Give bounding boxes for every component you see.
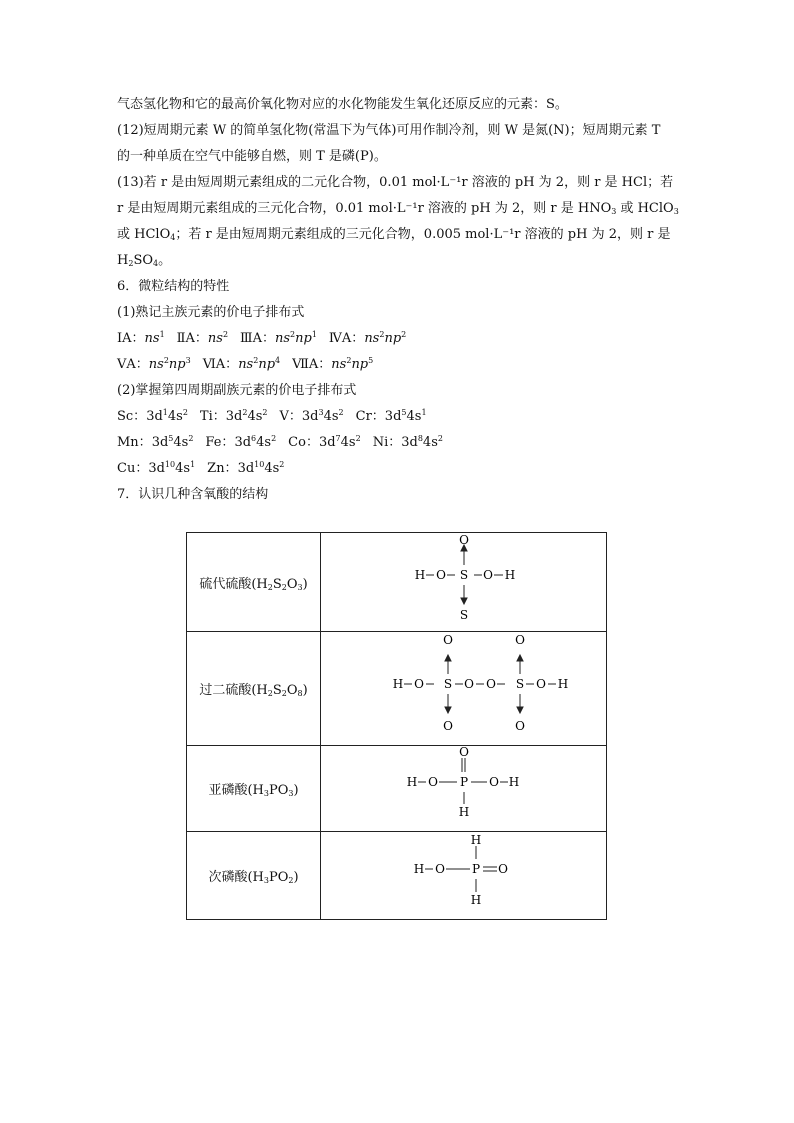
formula-part: (H (247, 870, 264, 885)
orbital: 3d (301, 409, 319, 424)
orbital: 3d (237, 461, 255, 476)
formula-subscript: 3 (288, 789, 294, 798)
atom-label: O (443, 633, 453, 647)
text-run: ；若 r 是由短周期元素组成的三元化合物，0.005 mol·L⁻¹r 溶液的 pH 为 2，则 r 是 (175, 227, 671, 242)
acid-name-text: 次磷酸 (208, 870, 248, 885)
formula-part: ) (293, 870, 299, 885)
formula-subscript: 2 (281, 689, 287, 698)
orbital: 3d (225, 409, 243, 424)
subscript: 2 (128, 259, 134, 268)
orbital: 3d (151, 435, 169, 450)
atom-label: S (459, 608, 469, 622)
electron-count: 2 (188, 434, 194, 443)
atom-label: H (392, 677, 404, 691)
table-row (187, 746, 607, 832)
config-label: Ti： (199, 409, 226, 424)
electron-count: 8 (417, 434, 423, 443)
electron-count: 2 (279, 460, 285, 469)
electron-count: 1 (159, 330, 165, 339)
orbital: 3d (384, 409, 402, 424)
formula-part: O (286, 576, 298, 592)
config-label: Cu： (117, 461, 149, 476)
config-label: ⅢA： (240, 331, 275, 346)
formula-subscript: 2 (267, 689, 273, 698)
paragraph-line (117, 222, 677, 248)
orbital: ns (238, 357, 254, 372)
atom-label: H (557, 677, 569, 691)
electron-config-entry (117, 461, 195, 476)
electron-count: 1 (421, 408, 427, 417)
orbital: ns (331, 357, 347, 372)
atom-label: H (470, 893, 482, 907)
formula-subscript: 8 (297, 689, 303, 698)
section-heading-6: 6．微粒结构的特性 (117, 279, 230, 294)
acid-name (187, 632, 321, 746)
config-label: Ni： (372, 435, 402, 450)
electron-count: 10 (254, 460, 265, 469)
formula-part: PO (268, 870, 289, 885)
orbital: ns (364, 331, 380, 346)
paragraph-line: 的一种单质在空气中能够自燃，则 T 是磷(P)。 (117, 149, 387, 164)
electron-count: 2 (355, 434, 361, 443)
orbital: 4s (256, 435, 272, 450)
orbital: 4s (264, 461, 280, 476)
oxyacid-table (186, 532, 607, 920)
config-label: ⅥA： (202, 357, 239, 372)
electron-count: 2 (242, 408, 248, 417)
formula-part: (H (251, 683, 268, 698)
formula-subscript: 2 (288, 876, 294, 885)
atom-label: H (470, 833, 482, 847)
atom-label: O (459, 746, 469, 759)
config-label: ⅦA： (292, 357, 332, 372)
electron-count: 2 (346, 356, 352, 365)
electron-count: 3 (185, 356, 191, 365)
electron-count: 2 (163, 356, 169, 365)
electron-count: 5 (401, 408, 407, 417)
text-run: H (117, 253, 129, 268)
table-row (187, 632, 607, 746)
electron-count: 1 (162, 408, 168, 417)
orbital: np (295, 331, 312, 346)
structure-cell (321, 533, 607, 632)
subheading-transition: (2)掌握第四周期副族元素的价电子排布式 (117, 383, 357, 398)
electron-count: 2 (182, 408, 188, 417)
formula-part: (H (251, 576, 268, 592)
electron-config-entry (240, 331, 317, 346)
formula-part: ) (302, 683, 308, 698)
electron-count: 5 (368, 356, 374, 365)
atom-label: S (515, 677, 525, 691)
hypophosphorous-acid-structure (321, 832, 606, 915)
acid-name (187, 533, 321, 632)
electron-count: 3 (318, 408, 324, 417)
electron-count: 7 (335, 434, 341, 443)
electron-count: 10 (164, 460, 176, 469)
table-row (187, 533, 607, 632)
orbital: 4s (323, 409, 339, 424)
paragraph-line: (12)短周期元素 W 的简单氢化物(常温下为气体)可用作制冷剂，则 W 是氮(N)；短周期元素 T (117, 123, 661, 138)
atom-label: P (471, 862, 481, 876)
paragraph-line: 气态氢化物和它的最高价氧化物对应的水化物能发生氧化还原反应的元素：S。 (117, 97, 568, 112)
peroxydisulfuric-acid-structure (321, 632, 606, 741)
document-body (117, 92, 677, 508)
orbital: 4s (173, 435, 189, 450)
electron-count: 2 (222, 330, 229, 339)
atom-label: O (498, 862, 508, 876)
electron-config-entry (200, 409, 268, 424)
electron-count: 2 (290, 330, 296, 339)
config-label: Cr： (355, 409, 385, 424)
config-label: Co： (288, 435, 319, 450)
structure-cell (321, 832, 607, 920)
formula-part: (H (247, 783, 264, 798)
electron-count: 4 (275, 356, 281, 365)
subheading-main-group: (1)熟记主族元素的价电子排布式 (117, 305, 305, 320)
electron-config-entry (356, 409, 427, 424)
electron-count: 2 (262, 408, 268, 417)
transition-row-3 (117, 456, 677, 482)
config-label: ⅠA： (117, 331, 145, 346)
formula-part: S (272, 683, 282, 698)
orbital: 4s (175, 461, 191, 476)
text-run: 或 HClO (616, 201, 674, 216)
atom-label: O (515, 719, 525, 733)
electron-config-entry (280, 409, 344, 424)
orbital: np (384, 331, 402, 346)
atom-label: O (489, 775, 499, 789)
orbital: 3d (146, 409, 163, 424)
acid-name-text: 亚磷酸 (208, 783, 248, 798)
config-label: ⅣA： (328, 331, 365, 346)
electron-count: 1 (190, 460, 196, 469)
formula-subscript: 3 (263, 789, 269, 798)
atom-label: O (428, 775, 438, 789)
paragraph-line (117, 196, 677, 222)
transition-row-1 (117, 404, 677, 430)
acid-name (187, 746, 321, 832)
formula-part: ) (293, 783, 299, 798)
atom-label: O (414, 677, 424, 691)
electron-config-entry (373, 435, 443, 450)
text-run: r 是由短周期元素组成的三元化合物，0.01 mol·L⁻¹r 溶液的 pH 为 2，则 r 是 HNO (117, 201, 612, 216)
config-label: ⅤA： (117, 357, 149, 372)
orbital: 4s (340, 435, 356, 450)
orbital: np (258, 357, 276, 372)
atom-label: O (536, 677, 546, 691)
orbital: 4s (406, 409, 422, 424)
electron-config-entry (292, 357, 373, 372)
acid-name (187, 832, 321, 920)
structure-cell (321, 746, 607, 832)
config-label: V： (279, 409, 302, 424)
formula-part: S (272, 576, 282, 592)
text-run: 。 (158, 253, 172, 268)
orbital: ns (148, 357, 164, 372)
orbital: 4s (167, 409, 183, 424)
electron-count: 2 (437, 434, 443, 443)
formula-part: PO (268, 783, 289, 798)
main-group-row-2 (117, 352, 677, 378)
atom-label: O (483, 568, 493, 582)
table-row (187, 832, 607, 920)
orbital: ns (274, 331, 291, 346)
paragraph-line (117, 248, 677, 274)
main-group-row-1 (117, 326, 677, 352)
orbital: 4s (422, 435, 438, 450)
text-run: 或 HClO (117, 227, 171, 242)
subscript: 4 (170, 233, 176, 242)
config-label: Mn： (117, 435, 152, 450)
orbital: 3d (318, 435, 336, 450)
atom-label: H (458, 805, 470, 819)
electron-config-entry (207, 461, 284, 476)
atom-label: O (486, 677, 496, 691)
atom-label: O (459, 533, 469, 547)
phosphorous-acid-structure (321, 746, 606, 827)
formula-subscript: 3 (263, 876, 269, 885)
atom-label: H (413, 862, 425, 876)
electron-count: 5 (168, 434, 174, 443)
formula-subscript: 3 (297, 582, 303, 592)
atom-label: H (504, 568, 516, 582)
config-label: ⅡA： (176, 331, 208, 346)
atom-label: H (414, 568, 426, 582)
atom-label: O (436, 568, 446, 582)
orbital: 3d (234, 435, 252, 450)
thiosulfuric-acid-structure (321, 533, 606, 627)
atom-label: O (515, 633, 525, 647)
subscript: 3 (611, 207, 617, 216)
atom-label: S (443, 677, 453, 691)
formula-subscript: 2 (281, 582, 287, 592)
atom-label: H (406, 775, 418, 789)
config-label: Zn： (207, 461, 238, 476)
config-label: Fe： (205, 435, 235, 450)
electron-count: 2 (253, 356, 259, 365)
atom-label: S (459, 568, 469, 582)
atom-label: P (459, 775, 469, 789)
atom-label: H (508, 775, 520, 789)
subscript: 4 (153, 259, 159, 268)
atom-label: O (443, 719, 453, 733)
electron-count: 6 (251, 434, 257, 443)
electron-count: 2 (379, 330, 385, 339)
orbital: ns (144, 331, 160, 346)
electron-config-entry (288, 435, 361, 450)
electron-count: 1 (311, 330, 317, 339)
subscript: 3 (673, 207, 679, 216)
orbital: np (168, 357, 186, 372)
section-heading-7: 7．认识几种含氧酸的结构 (117, 487, 269, 502)
atom-label: O (464, 677, 474, 691)
electron-config-entry (117, 357, 191, 372)
orbital: 3d (401, 435, 418, 450)
electron-config-entry (203, 357, 280, 372)
formula-part: O (286, 683, 298, 698)
acid-name-text: 硫代硫酸 (199, 576, 252, 592)
paragraph-line: (13)若 r 是由短周期元素组成的二元化合物，0.01 mol·L⁻¹r 溶液的 pH 为 2，则 r 是 HCl；若 (117, 175, 674, 190)
orbital: np (351, 357, 369, 372)
orbital: ns (207, 331, 223, 346)
electron-config-entry (117, 409, 188, 424)
electron-count: 2 (338, 408, 344, 417)
electron-config-entry (117, 331, 165, 346)
acid-name-text: 过二硫酸 (199, 683, 252, 698)
orbital: 3d (148, 461, 165, 476)
electron-config-entry (117, 435, 193, 450)
electron-config-entry (205, 435, 276, 450)
electron-count: 2 (271, 434, 277, 443)
orbital: 4s (247, 409, 263, 424)
transition-row-2 (117, 430, 677, 456)
atom-label: O (435, 862, 445, 876)
config-label: Sc： (117, 409, 147, 424)
structure-cell (321, 632, 607, 746)
formula-subscript: 2 (267, 582, 273, 592)
formula-part: ) (302, 576, 308, 592)
electron-count: 2 (401, 330, 407, 339)
electron-config-entry (177, 331, 228, 346)
electron-config-entry (329, 331, 406, 346)
text-run: SO (133, 253, 154, 268)
